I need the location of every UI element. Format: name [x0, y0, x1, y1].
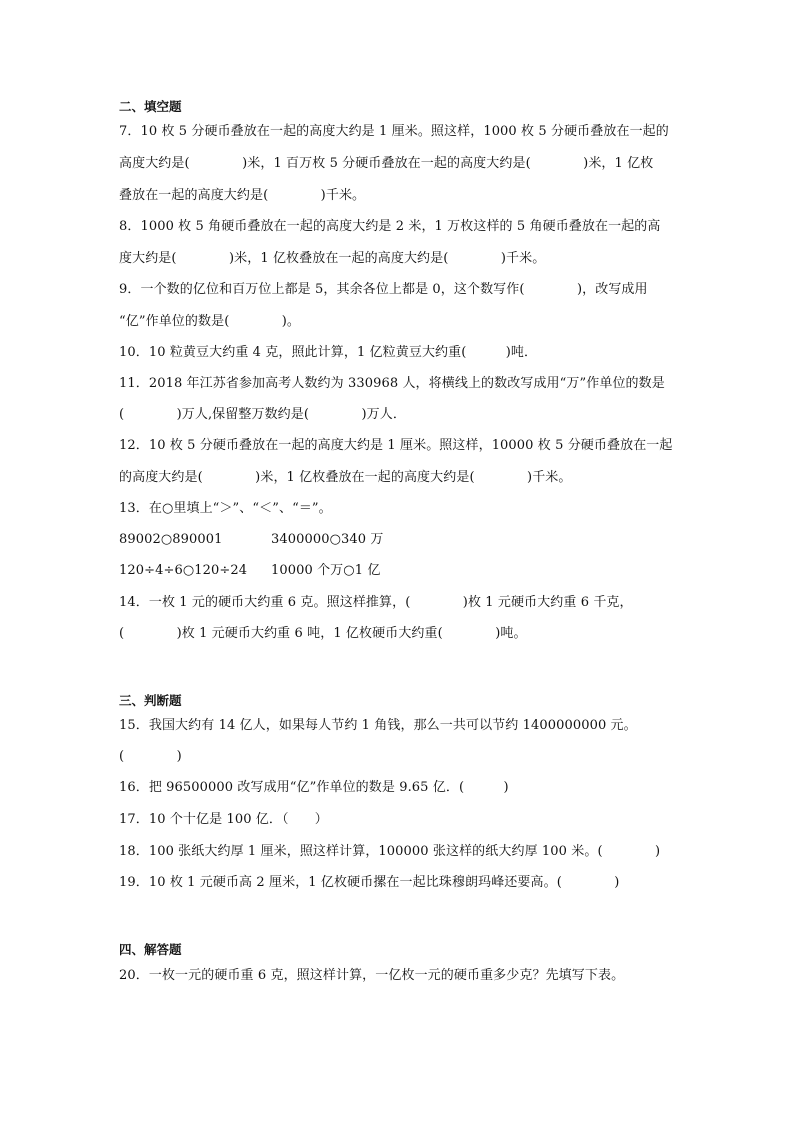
question-11-line-2: ( )万人,保留整万数约是( )万人．	[119, 407, 406, 422]
question-15-line-1: 15．我国大约有 14 亿人，如果每人节约 1 角钱，那么一共可以节约 1400000000 元。	[119, 718, 637, 733]
question-14-line-1: 14．一枚 1 元的硬币大约重 6 克。照这样推算，( )枚 1 元硬币大约重 6 千克，	[119, 595, 633, 610]
question-20: 20．一枚一元的硬币重 6 克，照这样计算，一亿枚一元的硬币重多少克？先填写下表。	[119, 968, 625, 983]
question-13-item-3: 120÷4÷6○120÷24	[119, 563, 248, 578]
question-19: 19．10 枚 1 元硬币高 2 厘米，1 亿枚硬币摞在一起比珠穆朗玛峰还要高。( )	[119, 875, 620, 890]
question-15-line-2: ( )	[119, 749, 182, 764]
question-9-line-2: “亿”作单位的数是( )。	[119, 314, 301, 329]
question-10: 10．10 粒黄豆大约重 4 克，照此计算，1 亿粒黄豆大约重( )吨．	[119, 345, 538, 360]
question-16: 16．把 96500000 改写成用“亿”作单位的数是 9.65 亿．( )	[119, 780, 509, 795]
question-7-line-3: 叠放在一起的高度大约是( )千米。	[119, 188, 366, 203]
section-title-solve: 四、解答题	[119, 942, 182, 957]
question-7-line-2: 高度大约是( )米，1 百万枚 5 分硬币叠放在一起的高度大约是( )米，1 亿枚	[119, 156, 654, 171]
question-13-prompt: 13．在○里填上“＞”、“＜”、“＝”。	[119, 501, 332, 516]
section-title-fill-in: 二、填空题	[119, 99, 182, 114]
question-17: 17．10 个十亿是 100 亿．（ ）	[119, 812, 328, 827]
question-12-line-1: 12．10 枚 5 分硬币叠放在一起的高度大约是 1 厘米。照这样，10000 枚 5 分硬币叠放在一起	[119, 438, 673, 453]
question-13-item-4: 10000 个万○1 亿	[271, 563, 381, 578]
question-13-item-1: 89002○890001	[119, 532, 223, 547]
question-13-item-2: 3400000○340 万	[271, 532, 384, 547]
section-title-true-false: 三、判断题	[119, 693, 182, 708]
question-14-line-2: ( )枚 1 元硬币大约重 6 吨，1 亿枚硬币大约重( )吨。	[119, 626, 527, 641]
question-8-line-1: 8．1000 枚 5 角硬币叠放在一起的高度大约是 2 米，1 万枚这样的 5 角硬币叠放在一起的高	[119, 219, 661, 234]
question-18: 18．100 张纸大约厚 1 厘米，照这样计算，100000 张这样的纸大约厚 100 米。( )	[119, 844, 661, 859]
question-9-line-1: 9．一个数的亿位和百万位上都是 5，其余各位上都是 0，这个数写作( )，改写成用	[119, 282, 648, 297]
question-12-line-2: 的高度大约是( )米，1 亿枚叠放在一起的高度大约是( )千米。	[119, 470, 572, 485]
question-7-line-1: 7．10 枚 5 分硬币叠放在一起的高度大约是 1 厘米。照这样，1000 枚 5 分硬币叠放在一起的	[119, 124, 669, 139]
question-11-line-1: 11．2018 年江苏省参加高考人数约为 330968 人，将横线上的数改写成用“万”作单位的数是	[119, 376, 665, 391]
question-8-line-2: 度大约是( )米，1 亿枚叠放在一起的高度大约是( )千米。	[119, 251, 546, 266]
